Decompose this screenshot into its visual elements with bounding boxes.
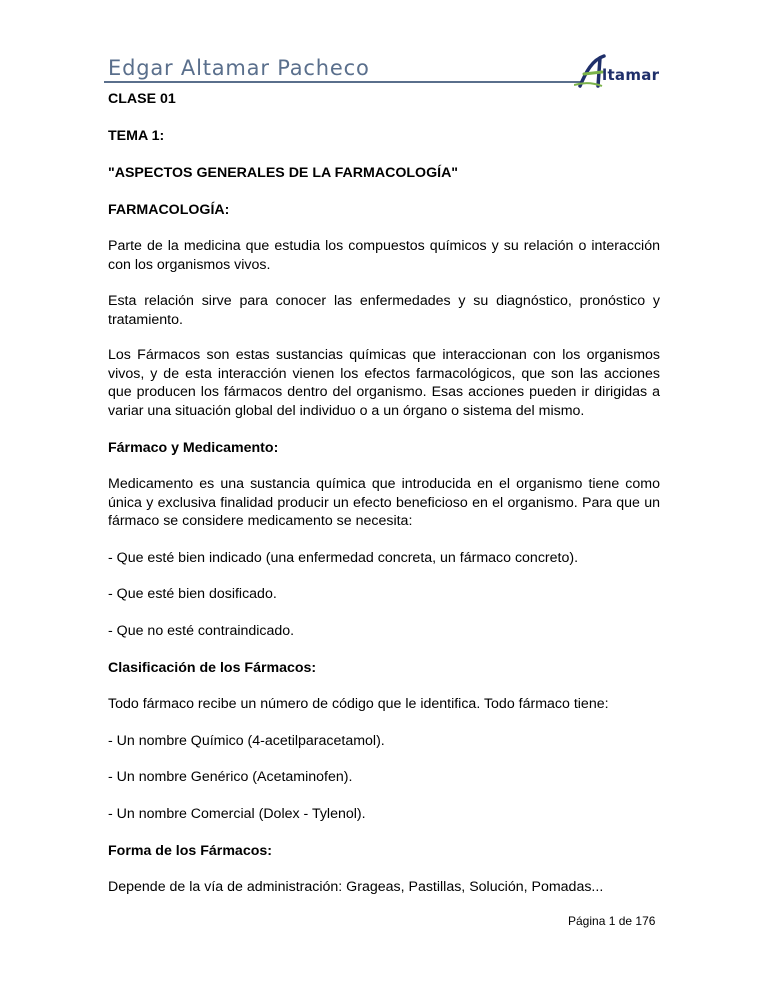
section-heading: Clasificación de los Fármacos: [108,660,317,676]
section-heading: FARMACOLOGÍA: [108,202,230,218]
list-item: - Un nombre Comercial (Dolex - Tylenol). [108,805,366,822]
list-item: - Un nombre Genérico (Acetaminofen). [108,769,353,785]
header-rule [104,81,582,83]
document-body [108,90,660,897]
logo-text: ltamar [602,66,660,84]
page-number: Página 1 de 176 [568,914,656,928]
altamar-logo [574,52,664,92]
paragraph: Parte de la medicina que estudia los compuestos químicos y su relación o interacción con los organismos vivos. [108,238,660,273]
list-item: - Que esté bien indicado (una enfermedad concreta, un fármaco concreto). [108,549,579,566]
author-name: Edgar Altamar Pacheco [108,56,370,80]
list-item: - Que no esté contraindicado. [108,622,295,639]
topic-label: TEMA 1: [108,128,165,144]
paragraph: Los Fármacos son estas sustancias químicas que interaccionan con los organismos vivos, y de esta interacción vienen los efectos farmacológicos, que son las acciones que producen los fármacos dentro del organismo. Esas acciones pueden ir dirigidas a variar una situación global del individuo o a un órgano o sistema del mismo. [108,347,660,419]
section-heading: Forma de los Fármacos: [108,843,272,859]
paragraph: Esta relación sirve para conocer las enfermedades y su diagnóstico, pronóstico y tratamiento. [108,293,660,328]
paragraph: Medicamento es una sustancia química que introducida en el organismo tiene como única y exclusiva finalidad producir un efecto beneficioso en el organismo. Para que un fármaco se considere medicamento se necesita: [108,476,660,529]
paragraph: Todo fármaco recibe un número de código que le identifica. Todo fármaco tiene: [108,696,609,712]
list-item: - Un nombre Químico (4-acetilparacetamol). [108,732,385,749]
section-heading: Fármaco y Medicamento: [108,440,279,456]
class-label: CLASE 01 [108,91,176,107]
paragraph: Depende de la vía de administración: Grageas, Pastillas, Solución, Pomadas... [108,879,604,895]
list-item: - Que esté bien dosificado. [108,586,277,602]
topic-title: "ASPECTOS GENERALES DE LA FARMACOLOGÍA" [108,165,459,181]
